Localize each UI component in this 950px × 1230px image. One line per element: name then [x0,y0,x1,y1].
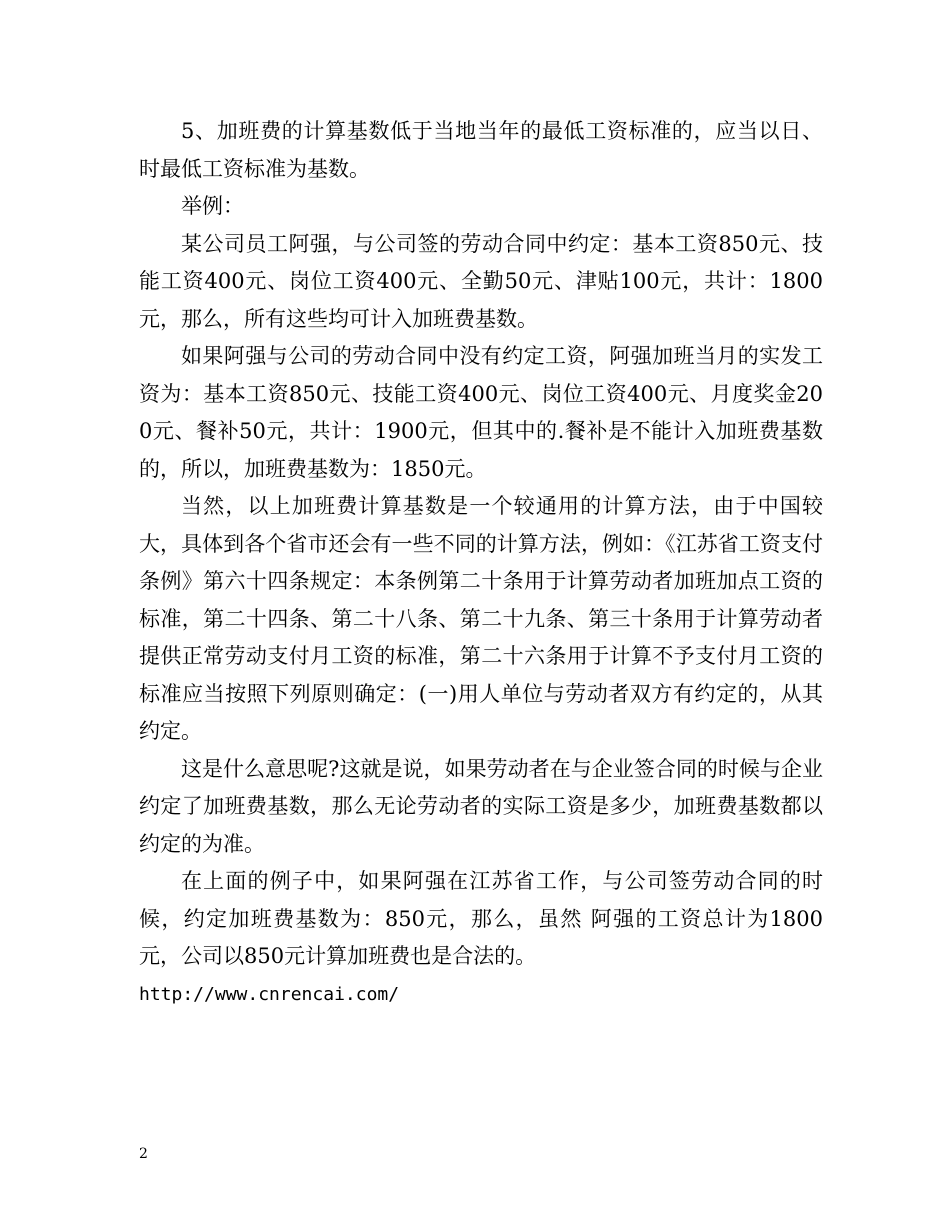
paragraph-example-heading: 举例： [181,194,244,218]
document-body [139,113,823,1013]
paragraph-jiangsu-example: 在上面的例子中，如果阿强在江苏省工作，与公司签劳动合同的时候，约定加班费基数为：850元，那么，虽然 阿强的工资总计为1800元，公司以850元计算加班费也是合法的。 [139,869,823,968]
paragraph-rule-5: 5、加班费的计算基数低于当地当年的最低工资标准的，应当以日、时最低工资标准为基数。 [139,119,823,181]
source-url: http://www.cnrencai.com/ [139,983,400,1005]
paragraph-example-no-contract: 如果阿强与公司的劳动合同中没有约定工资，阿强加班当月的实发工资为：基本工资850元、技能工资400元、岗位工资400元、月度奖金200元、餐补50元，共计：1900元，但其中的.餐补是不能计入加班费基数的，所以，加班费基数为：1850元。 [139,344,823,481]
paragraph-jiangsu-regulation: 当然，以上加班费计算基数是一个较通用的计算方法，由于中国较大，具体到各个省市还会有一些不同的计算方法，例如：《江苏省工资支付条例》第六十四条规定：本条例第二十条用于计算劳动者加班加点工资的标准，第二十四条、第二十八条、第二十九条、第三十条用于计算劳动者提供正常劳动支付月工资的标准，第二十六条用于计算不予支付月工资的标准应当按照下列原则确定：(一)用人单位与劳动者双方有约定的，从其约定。 [139,494,823,743]
paragraph-example-contract: 某公司员工阿强，与公司签的劳动合同中约定：基本工资850元、技能工资400元、岗位工资400元、全勤50元、津贴100元，共计：1800元，那么，所有这些均可计入加班费基数。 [139,231,823,331]
page-number: 2 [139,1146,148,1162]
paragraph-explanation: 这是什么意思呢?这就是说，如果劳动者在与企业签合同的时候与企业约定了加班费基数，那么无论劳动者的实际工资是多少，加班费基数都以约定的为准。 [139,756,823,856]
